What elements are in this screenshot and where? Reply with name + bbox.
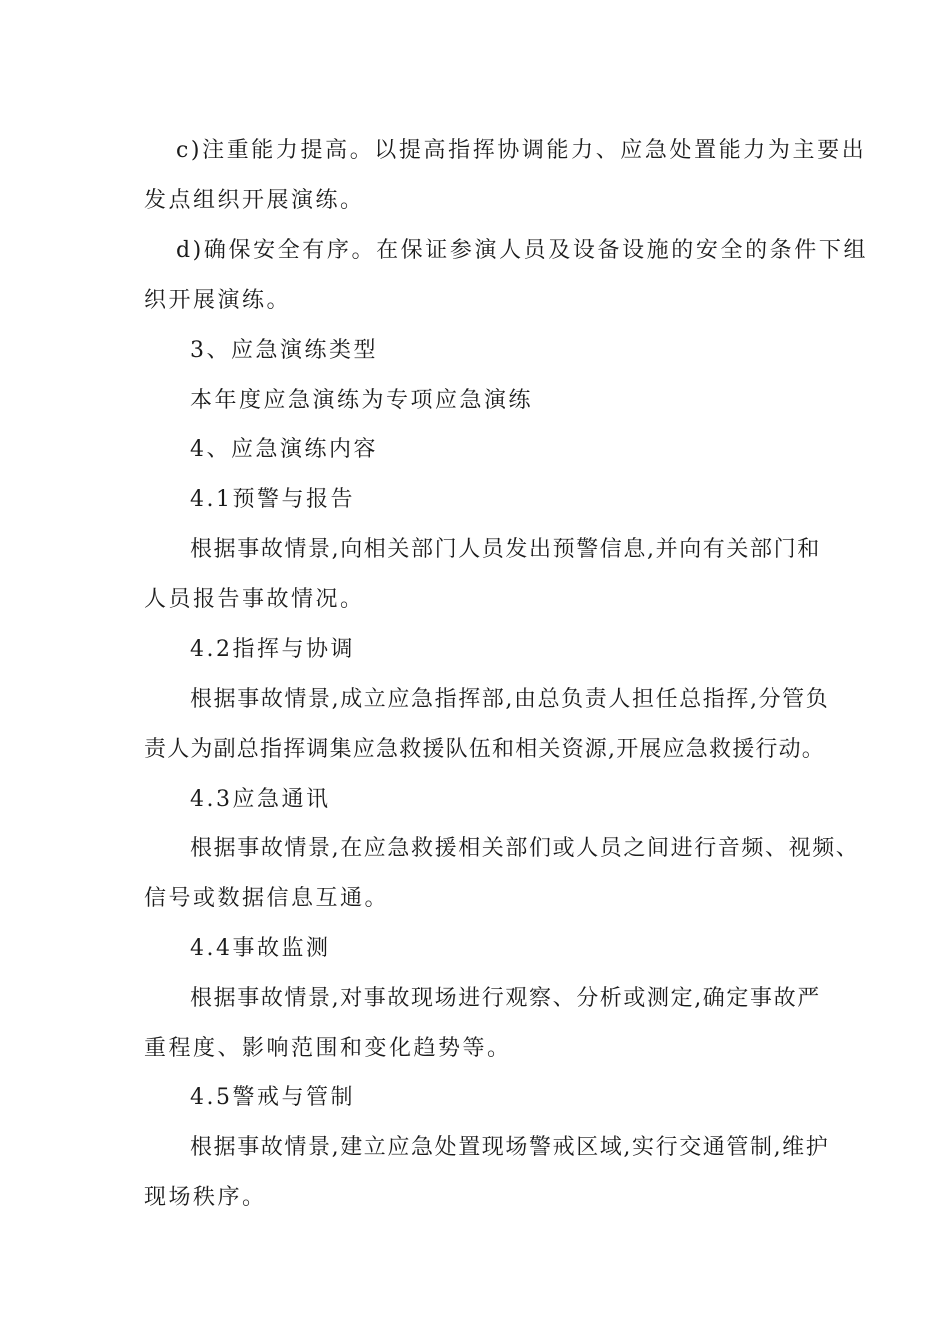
subsection-heading-4-4: 4.4事故监测 [190, 936, 331, 961]
principle-c-line-2: 发点组织开展演练。 [144, 188, 365, 213]
subsection-heading-4-1: 4.1预警与报告 [190, 487, 355, 512]
subsection-heading-4-5: 4.5警戒与管制 [190, 1085, 355, 1110]
subsection-4-1-text-line-2: 人员报告事故情况。 [144, 587, 365, 612]
subsection-4-1-text-line-1: 根据事故情景,向相关部门人员发出预警信息,并向有关部门和 [190, 537, 821, 562]
drill-type-text: 本年度应急演练为专项应急演练 [190, 388, 534, 413]
principle-d-line-2: 织开展演练。 [144, 288, 292, 313]
subsection-4-2-text-line-2: 责人为副总指挥调集应急救援队伍和相关资源,开展应急救援行动。 [144, 737, 825, 762]
subsection-heading-4-2: 4.2指挥与协调 [190, 637, 355, 662]
subsection-4-5-text-line-2: 现场秩序。 [144, 1185, 267, 1210]
principle-c-line-1: c)注重能力提高。以提高指挥协调能力、应急处置能力为主要出 [176, 138, 867, 163]
subsection-4-4-text-line-1: 根据事故情景,对事故现场进行观察、分析或测定,确定事故严 [190, 986, 821, 1011]
subsection-4-2-text-line-1: 根据事故情景,成立应急指挥部,由总负责人担任总指挥,分管负 [190, 687, 830, 712]
subsection-4-5-text-line-1: 根据事故情景,建立应急处置现场警戒区域,实行交通管制,维护 [190, 1135, 830, 1160]
subsection-4-3-text-line-1: 根据事故情景,在应急救援相关部们或人员之间进行音频、视频、 [190, 836, 860, 861]
subsection-4-3-text-line-2: 信号或数据信息互通。 [144, 886, 390, 911]
section-heading-drill-content: 4、应急演练内容 [190, 437, 378, 462]
subsection-heading-4-3: 4.3应急通讯 [190, 787, 331, 812]
subsection-4-4-text-line-2: 重程度、影响范围和变化趋势等。 [144, 1036, 512, 1061]
section-heading-drill-type: 3、应急演练类型 [190, 338, 378, 363]
principle-d-line-1: d)确保安全有序。在保证参演人员及设备设施的安全的条件下组 [176, 238, 869, 263]
